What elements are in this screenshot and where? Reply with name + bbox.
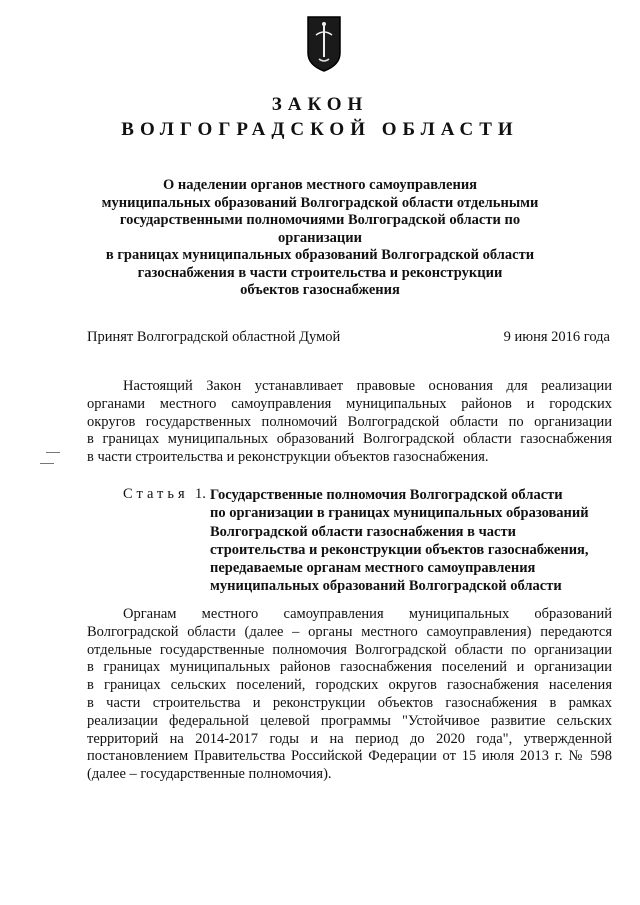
- margin-mark: [46, 452, 60, 453]
- paragraph-line: в границах сельских поселений, городских округов газоснабжения населения: [87, 677, 612, 694]
- paragraph-line: округов государственных полномочий Волгоградской области по организации: [87, 413, 612, 430]
- paragraph-line: Органам местного самоуправления муниципальных образований: [123, 606, 612, 622]
- article-title-line: муниципальных образований Волгоградской области: [210, 578, 562, 595]
- article-title-line: Волгоградской области газоснабжения в части: [210, 523, 516, 540]
- paragraph-line: отдельные государственные полномочия Волгоградской области по организации: [87, 641, 612, 658]
- article-title: [210, 486, 620, 596]
- subject-line: газоснабжения в части строительства и реконструкции: [137, 264, 503, 281]
- coat-of-arms-icon: [305, 15, 343, 73]
- subject-line: муниципальных образований Волгоградской области отдельными: [101, 194, 539, 211]
- law-title: ЗАКОН: [271, 94, 369, 115]
- subject-line: в границах муниципальных образований Волгоградской области: [105, 247, 535, 263]
- paragraph-line: в части строительства и реконструкции объектов газоснабжения.: [87, 449, 489, 466]
- paragraph-line: (далее – государственные полномочия).: [87, 766, 332, 783]
- article-title-line: Государственные полномочия Волгоградской области: [210, 487, 563, 503]
- article-title-line: строительства и реконструкции объектов газоснабжения,: [210, 541, 589, 558]
- paragraph-line: реализации федеральной целевой программы "Устойчивое развитие сельских: [87, 712, 612, 729]
- adoption-row: [87, 329, 610, 346]
- subject-line: объектов газоснабжения: [240, 282, 400, 298]
- margin-mark: [40, 463, 54, 464]
- paragraph-line: Настоящий Закон устанавливает правовые основания для реализации: [123, 378, 612, 394]
- article-title-line: по организации в границах муниципальных образований: [210, 505, 589, 522]
- paragraph-line: территорий на 2014-2017 годы и на период до 2020 года", утвержденной: [87, 730, 612, 747]
- paragraph-line: в границах муниципальных образований Волгоградской области газоснабжения: [87, 431, 612, 448]
- subject-line: государственными полномочиями Волгоградской области по организации: [119, 212, 521, 246]
- article-label: Статья: [123, 486, 189, 502]
- paragraph-line: Волгоградской области (далее – органы местного самоуправления) передаются: [87, 623, 612, 640]
- paragraph-line: органами местного самоуправления муниципальных районов и городских: [87, 395, 612, 412]
- paragraph-line: в границах муниципальных районов газоснабжения поселений и организации: [87, 659, 612, 676]
- article-title-line: передаваемые органам местного самоуправления: [210, 560, 536, 577]
- law-region-title: ВОЛГОГРАДСКОЙ ОБЛАСТИ: [121, 119, 519, 140]
- preamble-paragraph: [87, 378, 612, 467]
- paragraph-line: постановлением Правительства Российской Федерации от 15 июля 2013 г. № 598: [87, 748, 612, 765]
- law-subject: [80, 177, 560, 300]
- paragraph-line: в части строительства и реконструкции объектов газоснабжения в рамках: [87, 694, 612, 711]
- adoption-date: 9 июня 2016 года: [503, 329, 610, 345]
- subject-line: О наделении органов местного самоуправления: [162, 177, 478, 193]
- article-body-paragraph: [87, 606, 612, 784]
- article-number: 1.: [195, 486, 206, 502]
- adopted-by: Принят Волгоградской областной Думой: [87, 329, 341, 345]
